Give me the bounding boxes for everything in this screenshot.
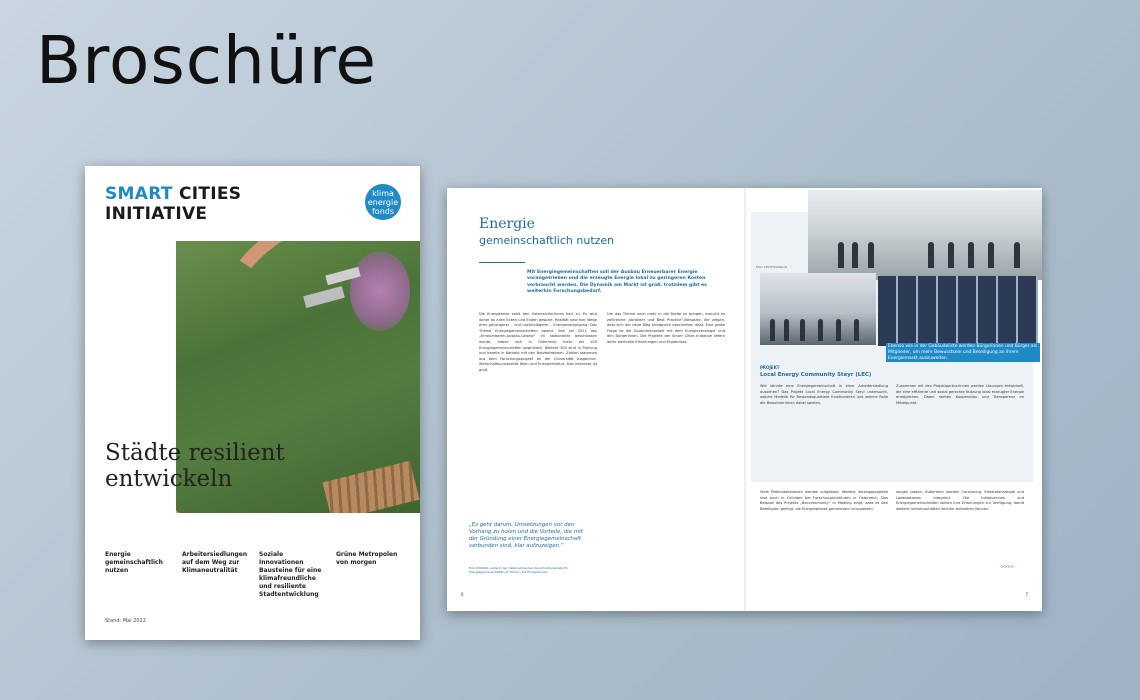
person-figure (818, 319, 823, 341)
article-title: Energie (479, 216, 535, 232)
title-rule (479, 262, 525, 263)
page-number: 6 (461, 592, 464, 597)
text-column: Zusammen mit den Projektpartnerinnen werden Lösungen entwickelt, die eine effiziente und sozial gerechte Nutzung lokal erzeugter Energie ermöglichen. Dabei stehen Kooperation und Transparenz im Mittelpunkt. (896, 384, 1024, 405)
right-page (746, 188, 1042, 611)
text-column: Viele Pilotinstallationen werden aufgebaut. Weitere Vorzeigeprojekte sind auch in Gründen bei Forschungsinstituten in Österreich. Das Beispiel des Projekts „Beccommunity“ in Mödling zeigt, dass es den Beteiligten gelingt, die Energiewende gemeinsam umzusetzen. (760, 490, 888, 511)
person-figure (800, 319, 805, 341)
text-column: Die Energiekrise setzt den Österreicherinnen hart zu. Es wird daher an allen Ecken und Enden gespart. Realität sind hier Wege eher günstigerer – und nachhaltigerer – Energieversorgung: Das Thema Energiegemeinschaften boomt. Seit Juli 2021 das „Erneuerbaren-Ausbau-Gesetz“ im Nationalrat beschlossen wurde, haben sich in Österreich mehr als 100 Energiegemeinschaften gegründet. Weitere 300 sind in Planung und bereits in Kontakt mit den Netzbetreibern. Zahlen stammen aus dem Forschungsprojekt an der Universität Klagenfurt, Wirtschaftsuniversität Wien und Energieinstitut. Das Interesse ist groß. (479, 312, 597, 372)
cover-headline (105, 440, 325, 492)
text-column: Wie könnte eine Energiegemeinschaft in einer Arbeitersiedlung aussehen? Das Projekt Local Energy Community Steyr untersucht, welche Modelle für Bestandsquartiere funktionieren und welche Rolle die Bewohnerinnen dabei spielen. (760, 384, 888, 405)
cover-title-initiative: INITIATIVE (105, 204, 208, 224)
project-label: PROJEKT (760, 365, 780, 370)
brochure-spread[interactable] (447, 188, 1042, 611)
article-subtitle: gemeinschaftlich nutzen (479, 234, 615, 247)
cover-title (105, 184, 241, 224)
cover-title-cities: CITIES (178, 184, 242, 204)
person-figure (838, 242, 844, 268)
cover-teasers (105, 551, 405, 599)
cover-teaser: Energie gemeinschaftlich nutzen (105, 551, 163, 574)
person-figure (836, 319, 841, 341)
person-figure (988, 242, 994, 268)
page-title: Broschüre (36, 22, 377, 99)
cover-headline-line1: Städte resilient (105, 440, 285, 466)
klimafonds-logo-icon (365, 184, 401, 220)
person-figure (854, 319, 859, 341)
brochure-cover[interactable] (85, 166, 420, 640)
person-figure (868, 242, 874, 268)
pull-quote: „Es geht darum, Umsetzungen vor den Vorhang zu holen und die Vorteile, die mit der Gründung einer Energiegemeinschaft verbunden sind, klar aufzuzeigen.“ (469, 522, 583, 549)
cover-teaser: Arbeitersiedlungen auf dem Weg zur Klimaneutralität (182, 551, 248, 574)
cover-teaser: Grüne Metropolen von morgen (336, 551, 398, 566)
cover-teaser: Soziale Innovationen Bausteine für eine klimafreundliche und resiliente Stadtentwicklung (259, 551, 322, 598)
blossom-tree (350, 251, 410, 331)
continue-arrows: >>>> (1000, 564, 1014, 569)
text-column: Um das Thema noch mehr in die Breite zu bringen, braucht es zahlreiche „Vorbilder und Best Practice“-Beispiele, die zeigen, dass sich der neue Weg erfolgreich beschreiten lässt. Eine große Frage ist die Zusammenarbeit mit dem Energieversorger und den Bürgerinnen. Die Projekte der Smart Cities Initiative liefern dafür wertvolle Erfahrungen und Ergebnisse. (607, 312, 725, 344)
logo-line-2: energie (367, 197, 399, 207)
quote-source: EVA DVORAK, Leiterin der Österreichischen Koordinationsstelle für Energiegemeinschaften im Klima- und Energiefonds (469, 566, 569, 574)
project-name: Local Energy Community Steyr (LEC) (760, 372, 872, 378)
photo-caption: Foto: LEC/Fotohaindl (756, 265, 787, 269)
person-figure (784, 319, 789, 341)
person-figure (770, 319, 775, 341)
solar-panels-photo (878, 276, 1038, 346)
left-page (447, 188, 744, 611)
group-photo (808, 190, 1042, 280)
person-figure (968, 242, 974, 268)
highlight-caption: Ebenso wie in der Gebäudeliste werden Bürgerinnen und Bürger als Mitglieder, um mehr Bewusstsein und Beteiligung an ihrem Energiemarkt auszuweiten. (886, 343, 1040, 362)
page-number: 7 (1025, 592, 1028, 597)
cover-title-smart: SMART (105, 184, 173, 204)
person-figure (1014, 242, 1020, 268)
logo-line-1: klima (372, 188, 394, 198)
person-figure (928, 242, 934, 268)
person-figure (948, 242, 954, 268)
person-figure (852, 242, 858, 268)
article-lead: Mit Energiegemeinschaften soll der Ausbau Erneuerbarer Energie vorangetrieben und die erzeugte Energie lokal zu geringeren Kosten verbraucht werden. Die Dynamik am Markt ist groß, trotzdem gibt es weiterhin Forschungsbedarf. (527, 270, 707, 295)
cover-date: Stand: Mai 2022 (105, 618, 146, 624)
cover-headline-line2: entwickeln (105, 466, 233, 492)
team-photo (760, 273, 876, 345)
text-column: sorgen lassen. Außerdem werden Carsharing, Elektrofahrzeuge und Ladestationen integriert. Die Initiatorinnen und Energiegemeinschaften stellen ihre Erfahrungen zur Verfügung, damit weitere Gemeinschaften leichter entstehen können. (896, 490, 1024, 511)
logo-line-3: fonds (371, 206, 395, 216)
